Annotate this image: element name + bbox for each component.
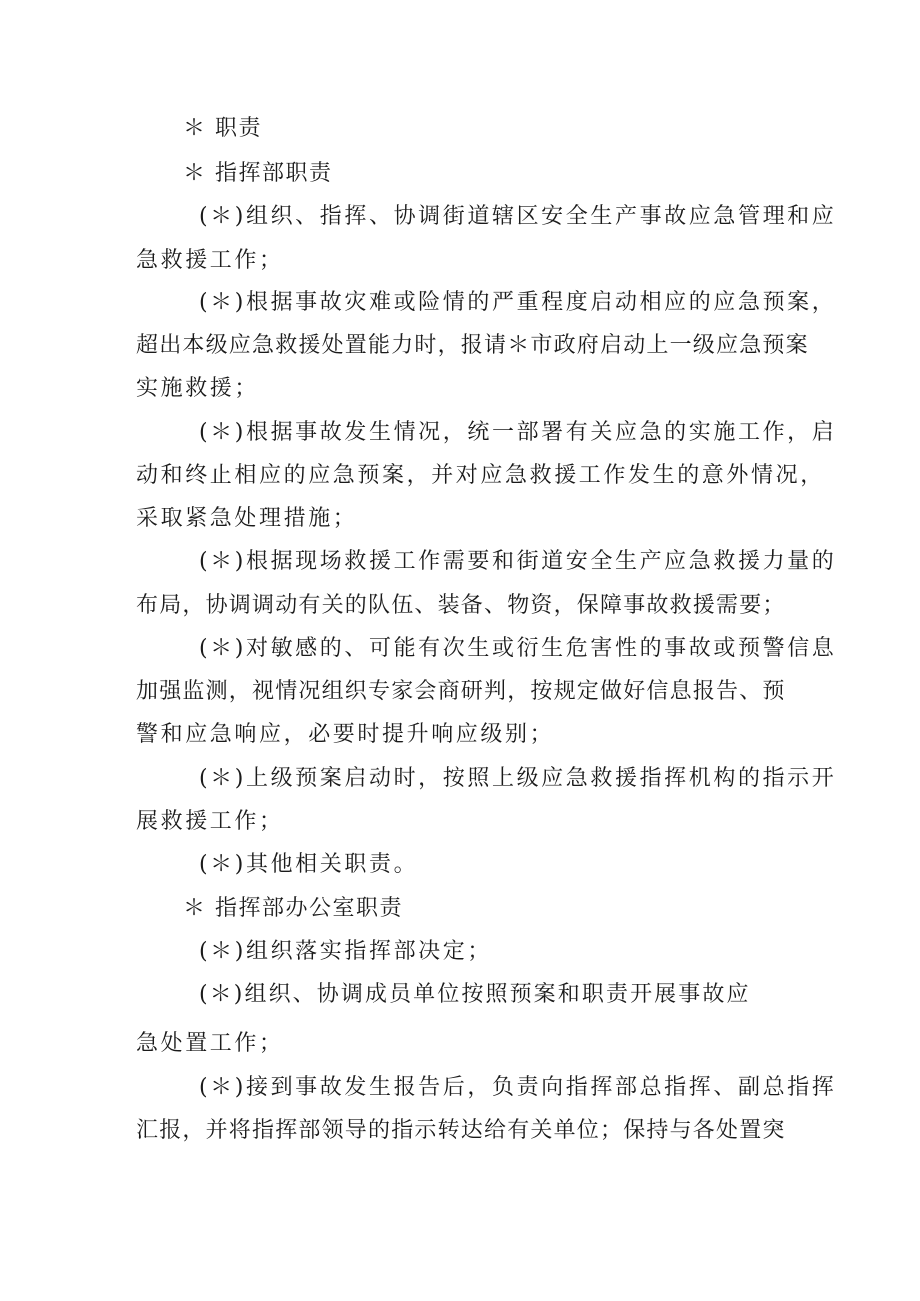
paragraph-line: (＊)其他相关职责。 — [199, 852, 419, 877]
paragraph-line: 急处置工作； — [136, 1031, 284, 1056]
paragraph-line: (＊)上级预案启动时，按照上级应急救援指挥机构的指示开 — [199, 766, 837, 791]
section-heading-command-duties: ＊ 指挥部职责 — [183, 161, 333, 186]
paragraph-line: (＊)对敏感的、可能有次生或衍生危害性的事故或预警信息 — [199, 636, 837, 661]
section-heading-office-duties: ＊ 指挥部办公室职责 — [183, 896, 403, 921]
paragraph-line: 急救援工作； — [136, 248, 284, 273]
section-heading-duties: ＊ 职责 — [183, 116, 262, 141]
paragraph-line: (＊)根据现场救援工作需要和街道安全生产应急救援力量的 — [199, 549, 837, 574]
paragraph-line: 展救援工作； — [136, 809, 284, 834]
paragraph-line: 实施救援； — [136, 376, 260, 401]
paragraph-line: 采取紧急处理措施； — [136, 506, 358, 531]
paragraph-line: (＊)接到事故发生报告后，负责向指挥部总指挥、副总指挥 — [199, 1075, 837, 1100]
paragraph-line: 警和应急响应，必要时提升响应级别； — [136, 722, 555, 747]
paragraph-line: (＊)组织、协调成员单位按照预案和职责开展事故应 — [199, 982, 751, 1007]
paragraph-line: (＊)根据事故灾难或险情的严重程度启动相应的应急预案， — [199, 290, 837, 315]
paragraph-line: 超出本级应急救援处置能力时，报请＊市政府启动上一级应急预案 — [136, 333, 809, 358]
paragraph-line: 加强监测，视情况组织专家会商研判，按规定做好信息报告、预 — [136, 679, 786, 704]
paragraph-line: (＊)组织落实指挥部决定； — [199, 939, 492, 964]
paragraph-line: 布局，协调调动有关的队伍、装备、物资，保障事故救援需要； — [136, 593, 786, 618]
paragraph-line: (＊)组织、指挥、协调街道辖区安全生产事故应急管理和应 — [199, 204, 837, 229]
paragraph-line: 动和终止相应的应急预案，并对应急救援工作发生的意外情况， — [136, 463, 825, 488]
paragraph-line: (＊)根据事故发生情况，统一部署有关应急的实施工作，启 — [199, 420, 837, 445]
paragraph-line: 汇报，并将指挥部领导的指示转达给有关单位；保持与各处置突 — [136, 1118, 786, 1143]
